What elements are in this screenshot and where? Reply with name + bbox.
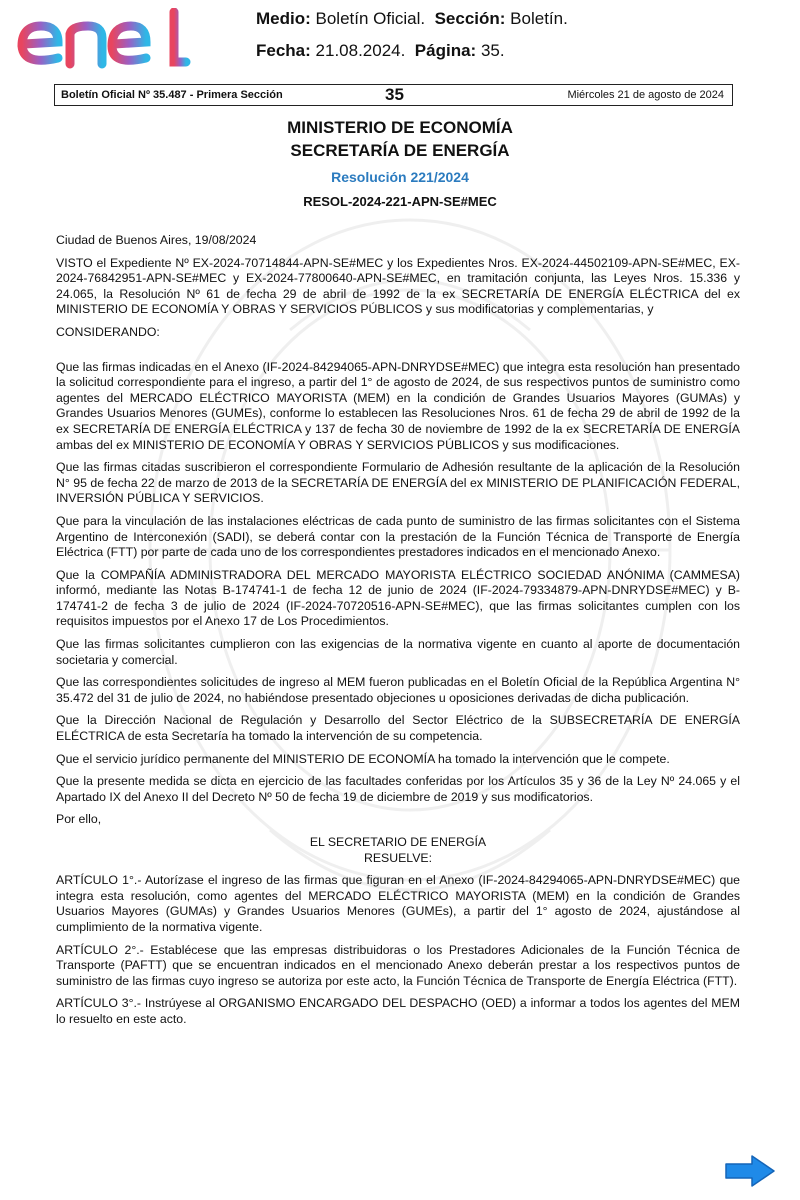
resolution-code: RESOL-2024-221-APN-SE#MEC — [303, 194, 497, 209]
considerando-paragraph-4: Que la COMPAÑÍA ADMINISTRADORA DEL MERCADO MAYORISTA ELÉCTRICO SOCIEDAD ANÓNIMA (CAMMESA) informó, mediante las Notas B-174741-1 de fecha 12 de junio de 2024 (IF-2024-79334879-APN-DNRYDSE#MEC) y B-174741-2 de fecha 3 de julio de 2024 (IF-2024-70720516-APN-SE#MEC), que las firmas solicitantes cumplen con los requisitos impuestos por el Anexo 17 de Los Procedimientos. — [56, 567, 740, 629]
article-1: ARTÍCULO 1°.- Autorízase el ingreso de las firmas que figuran en el Anexo (IF-2024-84294065-APN-DNRYDSE#MEC) que integra esta resolución, como agentes del MERCADO ELÉCTRICO MAYORISTA (MEM) en la condición de Grandes Usuarios Mayores (GUMAs) y Grandes Usuarios Menores (GUMEs), a partir del 1° agosto de 2024, ajustándose al cumplimiento de la normativa vigente. — [56, 873, 740, 934]
bulletin-edition: Boletín Oficial Nº 35.487 - Primera Sección — [61, 89, 283, 101]
article-3: ARTÍCULO 3°.- Instrúyese al ORGANISMO ENCARGADO DEL DESPACHO (OED) a informar a todos los agentes del MEM lo resuelto en este acto. — [56, 996, 740, 1026]
considerando-paragraph-6: Que las correspondientes solicitudes de ingreso al MEM fueron publicadas en el Boletín Oficial de la República Argentina N° 35.472 del 31 de julio de 2024, no habiéndose presentado objeciones u oposiciones derivadas de dicha publicación. — [56, 675, 740, 705]
resolution-number: Resolución 221/2024 — [331, 169, 469, 185]
next-page-arrow-icon[interactable] — [724, 1154, 776, 1188]
source-line — [256, 9, 568, 29]
pagina-value: 35. — [480, 41, 505, 60]
fecha-value: 21.08.2024. — [315, 41, 406, 60]
article-2: ARTÍCULO 2°.- Establécese que las empresas distribuidoras o los Prestadores Adicionales de la Función Técnica de Transporte (PAFTT) que se encuentran indicados en el mencionado Anexo deberán prestar a los respectivos puntos de suministro de las firmas cuyo ingreso se autoriza por este acto, la Función Técnica de Transporte de Energía Eléctrica (FTT). — [56, 942, 740, 988]
bulletin-date: Miércoles 21 de agosto de 2024 — [567, 89, 724, 101]
considerando-paragraph-9: Que la presente medida se dicta en ejercicio de las facultades conferidas por los Artículos 35 y 36 de la Ley Nº 24.065 y el Apartado IX del Anexo II del Decreto Nº 50 de fecha 19 de diciembre de 2019 y sus modificatorios. — [56, 774, 740, 804]
place-date: Ciudad de Buenos Aires, 19/08/2024 — [56, 233, 257, 247]
considerando-paragraph-3: Que para la vinculación de las instalaciones eléctricas de cada punto de suministro de las firmas solicitantes con el Sistema Argentino de Interconexión (SADI), se deberá contar con la prestación de la Función Técnica de Transporte de Energía Eléctrica (FTT) por parte de cada uno de los correspondientes prestadores indicados en el mencionado Anexo. — [56, 513, 740, 560]
fecha-label: Fecha: — [256, 41, 311, 60]
considerando-paragraph-8: Que el servicio jurídico permanente del MINISTERIO DE ECONOMÍA ha tomado la intervención que le compete. — [56, 751, 670, 766]
por-ello: Por ello, — [56, 812, 102, 827]
considerando-heading: CONSIDERANDO: — [56, 324, 160, 339]
bulletin-page-number: 35 — [385, 85, 404, 104]
seccion-value: Boletín. — [510, 9, 568, 28]
date-line — [256, 41, 505, 61]
considerando-paragraph-2: Que las firmas citadas suscribieron el correspondiente Formulario de Adhesión resultante de la aplicación de la Resolución N° 95 de fecha 22 de marzo de 2013 de la SECRETARÍA DE ENERGÍA del ex MINISTERIO DE PLANIFICACIÓN FEDERAL, INVERSIÓN PÚBLICA Y SERVICIOS. — [56, 460, 740, 506]
document-body — [56, 233, 740, 1035]
bulletin-header-bar — [54, 84, 733, 106]
secretariat-title: SECRETARÍA DE ENERGÍA — [290, 141, 510, 160]
medio-value: Boletín Oficial. — [315, 9, 426, 28]
resuelve-heading: RESUELVE: — [363, 850, 433, 865]
medio-label: Medio: — [256, 9, 311, 28]
seccion-label: Sección: — [434, 9, 506, 28]
visto-paragraph: VISTO el Expediente Nº EX-2024-70714844-APN-SE#MEC y los Expedientes Nros. EX-2024-44502109-APN-SE#MEC, EX-2024-76842951-APN-SE#MEC y EX-2024-77800640-APN-SE#MEC, en tramitación conjunta, las Leyes Nros. 15.336 y 24.065, la Resolución Nº 61 de fecha 29 de abril de 1992 de la ex SECRETARÍA DE ENERGÍA ELÉCTRICA del ex MINISTERIO DE ECONOMÍA Y OBRAS Y SERVICIOS PÚBLICOS y sus modificatorias y complementarias, y — [56, 255, 740, 317]
considerando-paragraph-5: Que las firmas solicitantes cumplieron con las exigencias de la normativa vigente en cuanto al aporte de documentación societaria y comercial. — [56, 637, 740, 667]
considerando-paragraph-7: Que la Dirección Nacional de Regulación y Desarrollo del Sector Eléctrico de la SUBSECRETARÍA DE ENERGÍA ELÉCTRICA de esta Secretaría ha tomado la intervención de su competencia. — [56, 713, 740, 744]
signatory-title: EL SECRETARIO DE ENERGÍA — [309, 835, 487, 849]
enel-logo — [14, 8, 194, 70]
considerando-paragraph-1: Que las firmas indicadas en el Anexo (IF-2024-84294065-APN-DNRYDSE#MEC) que integra esta resolución han presentado la solicitud correspondiente para el ingreso, a partir del 1° de agosto de 2024, de sus respectivos puntos de suministro como agentes del MERCADO ELÉCTRICO MAYORISTA (MEM) en la condición de Grandes Usuarios Mayores (GUMAs) y Grandes Usuarios Menores (GUMEs), conforme lo establecen las Resoluciones Nros. 61 de fecha 29 de abril de 1992 de la ex SECRETARÍA DE ENERGÍA ELÉCTRICA y 137 de fecha 30 de noviembre de 1992 de la ex SECRETARÍA DE ENERGÍA ambas del ex MINISTERIO DE ECONOMÍA Y OBRAS Y SERVICIOS PÚBLICOS y sus modificaciones. — [56, 359, 740, 452]
pagina-label: Página: — [414, 41, 477, 60]
ministry-title: MINISTERIO DE ECONOMÍA — [287, 118, 513, 137]
